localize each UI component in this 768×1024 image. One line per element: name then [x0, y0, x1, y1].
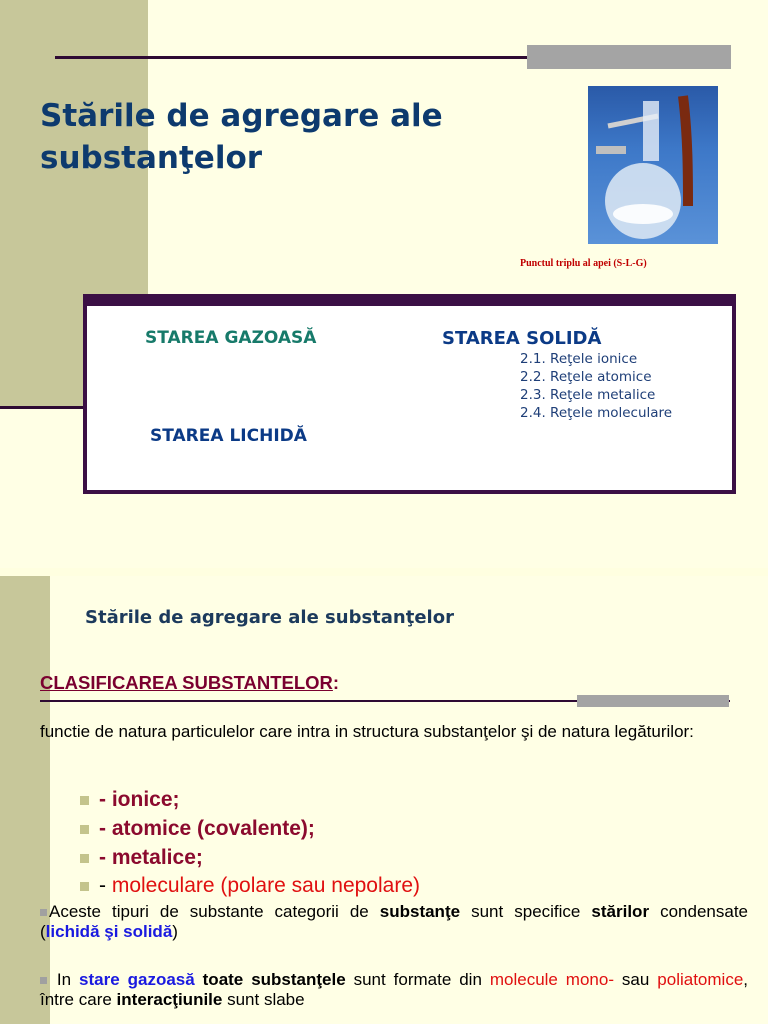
bullet-square	[80, 796, 89, 805]
slide-title: Stările de agregare ale substanţelor	[40, 98, 443, 176]
solid-item-2: 2.2. Reţele atomice	[520, 369, 652, 385]
paragraph-bullet-icon	[40, 977, 47, 984]
solid-item-1: 2.1. Reţele ionice	[520, 351, 638, 367]
bullet-ionice: - ionice;	[80, 788, 180, 812]
triple-point-image	[588, 86, 718, 244]
heading-grey-bar	[577, 695, 729, 707]
classification-colon: :	[332, 672, 340, 693]
classification-label: CLASIFICAREA SUBSTANTELOR	[40, 672, 333, 693]
solid-item-4: 2.4. Reţele moleculare	[520, 405, 673, 421]
paragraph-bullet-icon	[40, 909, 47, 916]
image-caption: Punctul triplu al apei (S-L-G)	[520, 258, 647, 269]
left-rule	[0, 406, 84, 409]
paragraph-gas: In stare gazoasă toate substanţele sunt formate din molecule mono- sau poliatomice, între care interacţiunile sunt slabe	[40, 970, 749, 1009]
top-grey-bar	[527, 45, 731, 69]
solid-item-3: 2.3. Reţele metalice	[520, 387, 656, 403]
bullet-metalice: - metalice;	[80, 846, 203, 870]
bullet-atomice: - atomice (covalente);	[80, 817, 315, 841]
bullet-square	[80, 882, 89, 891]
bullet-square	[80, 854, 89, 863]
intro-text: functie de natura particulelor care intra in structura substanţelor şi de natura legăturilor:	[40, 722, 694, 741]
paragraph-condensed: Aceste tipuri de substante categorii de substanţe sunt specifice stărilor condensate (lichidă şi solidă)	[40, 902, 748, 941]
state-gas: STAREA GAZOASĂ	[145, 328, 317, 348]
bullet-square	[80, 825, 89, 834]
slide-2	[0, 576, 768, 1024]
slide-2-title: Stările de agregare ale substanţelor	[85, 607, 454, 628]
bullet-moleculare: - moleculare (polare sau nepolare)	[80, 874, 420, 898]
left-accent-band-2	[0, 576, 50, 1024]
classification-heading	[40, 672, 339, 694]
state-liquid: STAREA LICHIDĂ	[150, 426, 307, 446]
state-solid: STAREA SOLIDĂ	[442, 328, 602, 349]
flask-illustration	[588, 86, 718, 244]
